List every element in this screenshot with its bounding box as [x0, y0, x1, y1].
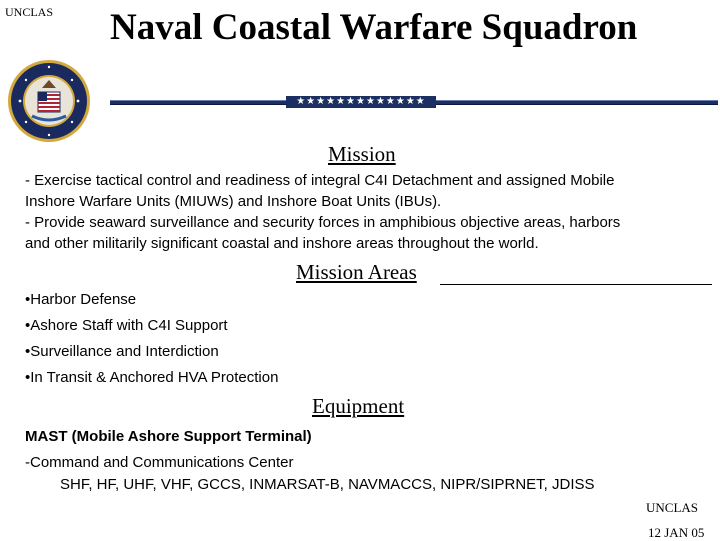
equipment-title: MAST (Mobile Ashore Support Terminal) [25, 428, 312, 445]
mission-heading: Mission [328, 142, 396, 166]
classification-marking-bottom: UNCLAS [646, 500, 699, 515]
title-divider [110, 97, 718, 107]
mission-line: - Provide seaward surveillance and security forces in amphibious objective areas, harbors [25, 214, 621, 231]
divider-stars: ★★★★★★★★★★★★★ [286, 96, 436, 108]
page-title: Naval Coastal Warfare Squadron [110, 7, 638, 48]
equipment-line: -Command and Communications Center [25, 454, 294, 471]
mission-areas-list [25, 287, 278, 391]
mission-line: and other militarily significant coastal and inshore areas throughout the world. [25, 235, 539, 252]
list-item: •In Transit & Anchored HVA Protection [25, 369, 279, 386]
mission-text [25, 170, 715, 254]
mission-line: Inshore Warfare Units (MIUWs) and Inshore Boat Units (IBUs). [25, 193, 442, 210]
mission-areas-heading: Mission Areas [296, 260, 417, 284]
document-date: 12 JAN 05 [648, 525, 705, 540]
classification-marking-top: UNCLAS [5, 5, 54, 19]
squadron-seal-icon [6, 58, 92, 144]
equipment-systems: SHF, HF, UHF, VHF, GCCS, INMARSAT-B, NAVMACCS, NIPR/SIPRNET, JDISS [60, 476, 595, 493]
list-item: •Harbor Defense [25, 291, 137, 308]
mission-areas-underline [440, 284, 712, 285]
list-item: •Ashore Staff with C4I Support [25, 317, 228, 334]
mission-line: - Exercise tactical control and readiness of integral C4I Detachment and assigned Mobile [25, 172, 615, 189]
equipment-heading: Equipment [312, 394, 405, 418]
list-item: •Surveillance and Interdiction [25, 343, 219, 360]
